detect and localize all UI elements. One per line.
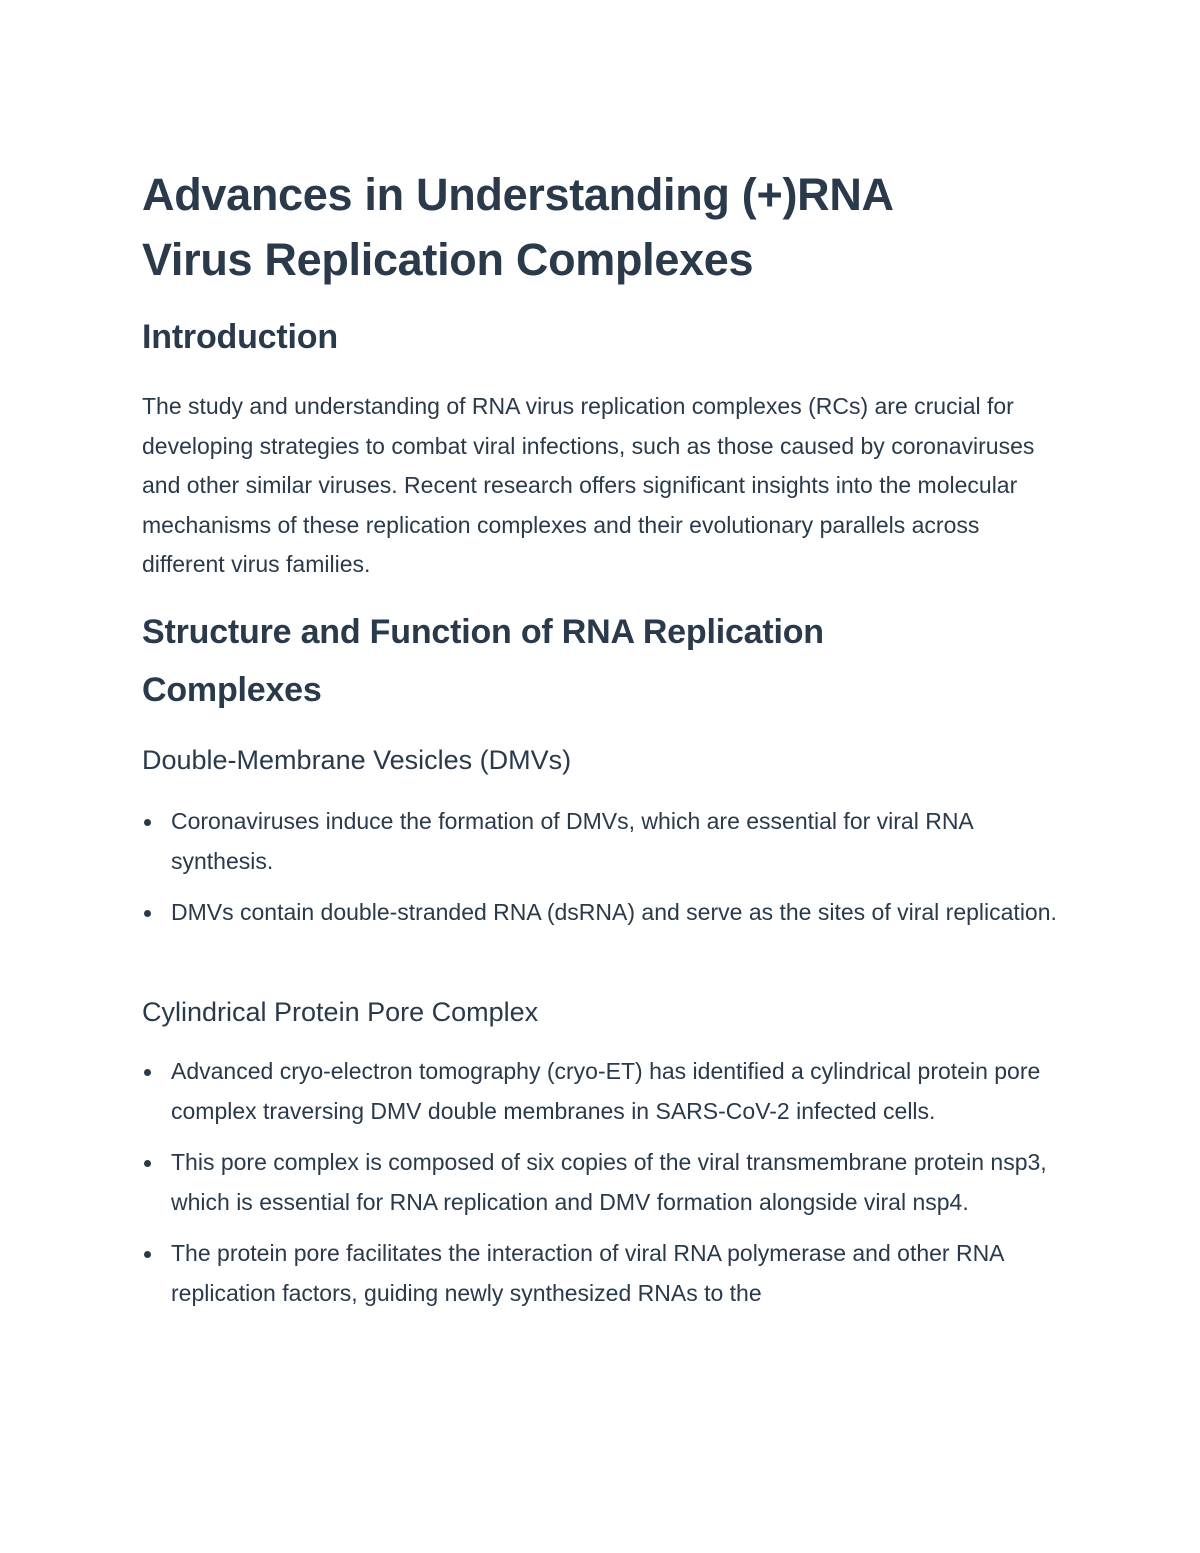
list-item	[142, 1234, 1062, 1313]
pore-subheading: Cylindrical Protein Pore Complex	[142, 997, 539, 1027]
document-title-line-1: Advances in Understanding (+)RNA	[142, 169, 894, 220]
bullet-icon	[144, 1251, 151, 1258]
list-item	[142, 1143, 1062, 1222]
dmv-subheading: Double-Membrane Vesicles (DMVs)	[142, 745, 572, 775]
dmv-bullet-list	[142, 802, 1062, 945]
introduction-paragraph: The study and understanding of RNA virus replication complexes (RCs) are crucial for developing strategies to combat viral infections, such as those caused by coronaviruses and other similar viruses. Recent research offers significant insights into the molecular mechanisms of these replication complexes and their evolutionary parallels across different virus families.	[142, 393, 1035, 577]
pore-bullet-list	[142, 1052, 1062, 1325]
bullet-icon	[144, 910, 151, 917]
bullet-icon	[144, 1160, 151, 1167]
list-item-text: This pore complex is composed of six copies of the viral transmembrane protein nsp3, which is essential for RNA replication and DMV formation alongside viral nsp4.	[171, 1149, 1047, 1215]
list-item	[142, 1052, 1062, 1131]
list-item-text: The protein pore facilitates the interaction of viral RNA polymerase and other RNA replication factors, guiding newly synthesized RNAs to the	[171, 1240, 1004, 1306]
structure-heading-line-1: Structure and Function of RNA Replication	[142, 613, 824, 651]
list-item	[142, 893, 1062, 933]
list-item-text: Coronaviruses induce the formation of DMVs, which are essential for viral RNA synthesis.	[171, 808, 973, 874]
list-item-text: DMVs contain double-stranded RNA (dsRNA) and serve as the sites of viral replication.	[171, 899, 1057, 925]
introduction-heading: Introduction	[142, 318, 338, 356]
structure-heading-line-2: Complexes	[142, 671, 322, 709]
bullet-icon	[144, 819, 151, 826]
list-item	[142, 802, 1062, 881]
bullet-icon	[144, 1069, 151, 1076]
document-title-line-2: Virus Replication Complexes	[142, 234, 754, 285]
list-item-text: Advanced cryo-electron tomography (cryo-ET) has identified a cylindrical protein pore complex traversing DMV double membranes in SARS-CoV-2 infected cells.	[171, 1058, 1041, 1124]
document-title	[142, 162, 1062, 292]
structure-heading	[142, 603, 1062, 719]
